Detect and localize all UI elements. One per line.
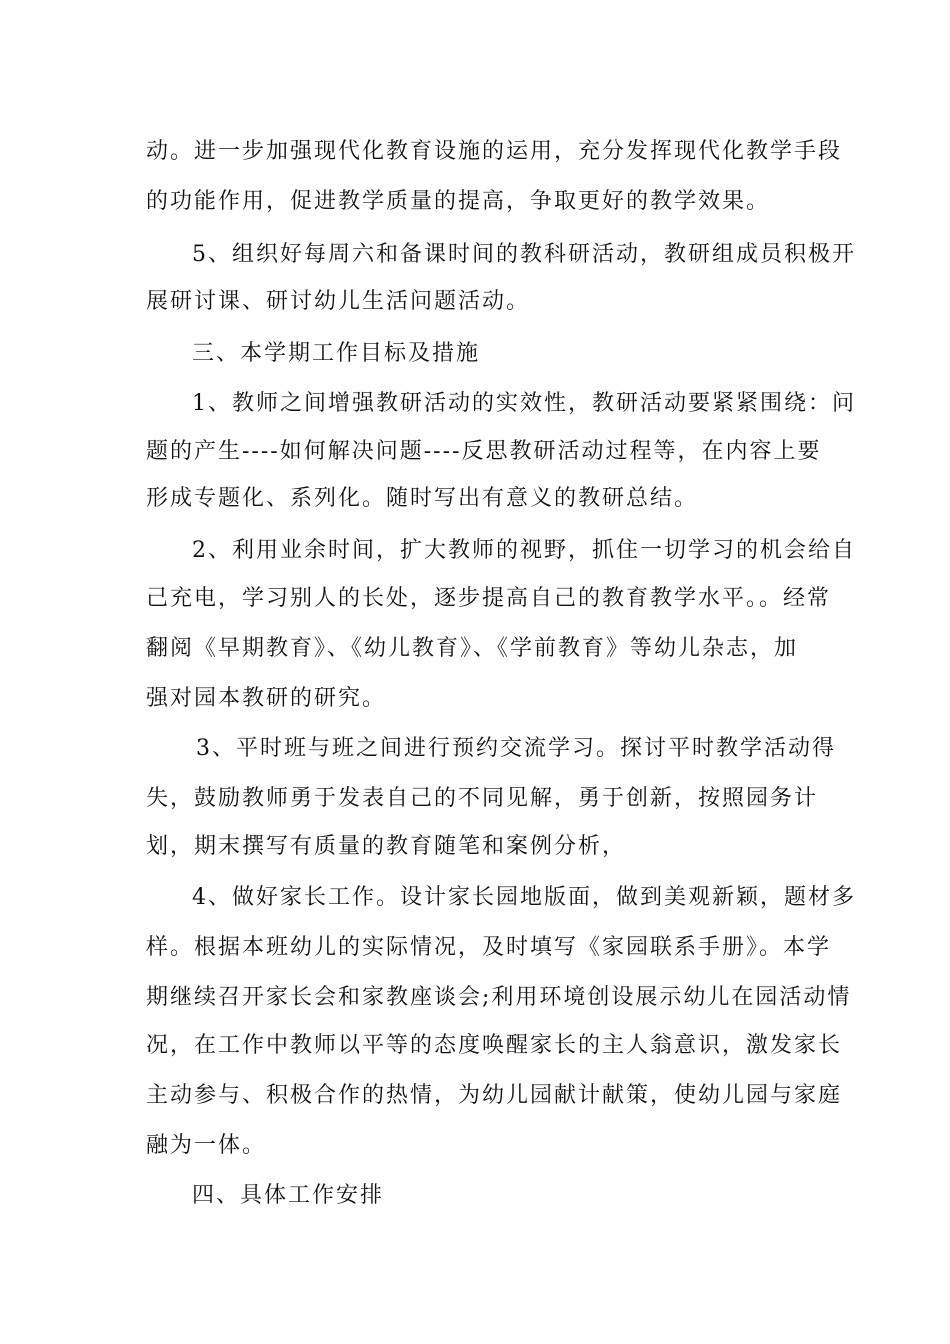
paragraph-line: 失，鼓励教师勇于发表自己的不同见解，勇于创新，按照园务计 <box>146 786 819 811</box>
paragraph-line: 主动参与、积极合作的热情，为幼儿园献计献策，使幼儿园与家庭 <box>146 1083 843 1108</box>
list-item-3: 3、平时班与班之间进行预约交流学习。探讨平时教学活动得 <box>196 736 836 761</box>
paragraph-line: 展研讨课、研讨幼儿生活问题活动。 <box>146 289 531 314</box>
paragraph-line: 期继续召开家长会和家教座谈会;利用环境创设展示幼儿在园活动情 <box>146 985 852 1010</box>
paragraph-line: 动。进一步加强现代化教育设施的运用，充分发挥现代化教学手段 <box>146 139 843 164</box>
paragraph-line: 己充电，学习别人的长处，逐步提高自己的教育教学水平。。经常 <box>146 586 832 611</box>
paragraph-line: 划，期末撰写有质量的教育随笔和案例分析， <box>146 834 627 859</box>
paragraph-line: 形成专题化、系列化。随时写出有意义的教研总结。 <box>146 486 699 511</box>
section-heading-3: 三、本学期工作目标及措施 <box>192 341 481 366</box>
paragraph-line: 况，在工作中教师以平等的态度唤醒家长的主人翁意识，激发家长 <box>146 1033 843 1058</box>
paragraph-line: 强对园本教研的研究。 <box>146 686 387 711</box>
paragraph-line: 融为一体。 <box>146 1133 267 1158</box>
list-item-1: 1、教师之间增强教研活动的实效性，教研活动要紧紧围绕：问 <box>192 391 856 416</box>
paragraph-line: 题的产生----如何解决问题----反思教研活动过程等，在内容上要 <box>146 439 822 464</box>
paragraph-line: 样。根据本班幼儿的实际情况，及时填写《家园联系手册》。本学 <box>146 935 832 960</box>
list-item-4: 4、做好家长工作。设计家长园地版面，做到美观新颖，题材多 <box>192 885 856 910</box>
paragraph-line: 的功能作用，促进教学质量的提高，争取更好的教学效果。 <box>146 189 771 214</box>
list-item-5: 5、组织好每周六和备课时间的教科研活动，教研组成员积极开 <box>192 242 856 267</box>
list-item-2: 2、利用业余时间，扩大教师的视野，抓住一切学习的机会给自 <box>192 538 856 563</box>
paragraph-line: 翻阅《早期教育》、《幼儿教育》、《学前教育》等幼儿杂志，加 <box>146 636 799 661</box>
section-heading-4: 四、具体工作安排 <box>192 1183 385 1208</box>
